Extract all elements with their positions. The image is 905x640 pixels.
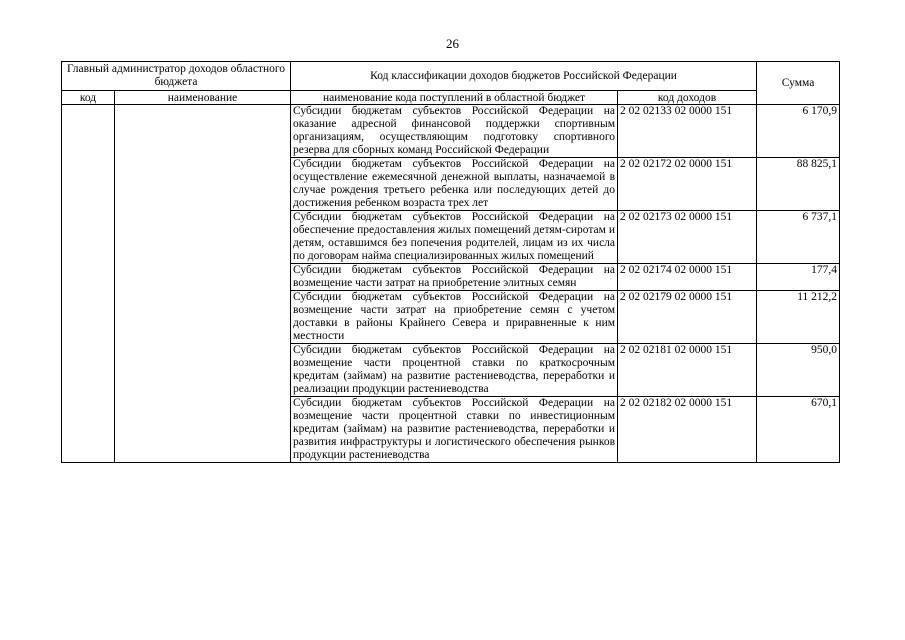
amount-cell: 670,1: [757, 397, 840, 463]
page-number: 26: [446, 36, 459, 51]
header-admin-group: Главный администратор доходов областного бюджета: [62, 62, 291, 91]
header-code: код: [62, 91, 115, 105]
receipt-name-cell: Субсидии бюджетам субъектов Российской Федерации на оказание адресной финансовой поддержки спортивным организациям, осуществляющим подготовку спортивного резерва для сборных команд Российской Федерации: [291, 105, 618, 158]
receipt-name-cell: Субсидии бюджетам субъектов Российской Федерации на возмещение части затрат на приобретение элитных семян: [291, 264, 618, 291]
amount-cell: 6 170,9: [757, 105, 840, 158]
income-code-cell: 2 02 02174 02 0000 151: [618, 264, 757, 291]
amount-cell: 6 737,1: [757, 211, 840, 264]
income-code-cell: 2 02 02133 02 0000 151: [618, 105, 757, 158]
header-income-code: код доходов: [618, 91, 757, 105]
receipt-name-cell: Субсидии бюджетам субъектов Российской Федерации на возмещение части процентной ставки по инвестиционным кредитам (займам) на развитие растениеводства, переработки и развития инфраструктуры и логистического обеспечения рынков продукции растениеводства: [291, 397, 618, 463]
income-code-cell: 2 02 02182 02 0000 151: [618, 397, 757, 463]
admin-code-cell: [62, 105, 115, 463]
header-classification-group: Код классификации доходов бюджетов Российской Федерации: [291, 62, 757, 91]
header-receipt-name: наименование кода поступлений в областной бюджет: [291, 91, 618, 105]
table-body: [62, 105, 840, 463]
income-code-cell: 2 02 02172 02 0000 151: [618, 158, 757, 211]
income-code-cell: 2 02 02181 02 0000 151: [618, 344, 757, 397]
header-amount: Сумма: [757, 62, 840, 105]
budget-revenue-table: [61, 61, 840, 463]
table-row: [62, 105, 840, 158]
receipt-name-cell: Субсидии бюджетам субъектов Российской Федерации на обеспечение предоставления жилых помещений детям-сиротам и детям, оставшимся без попечения родителей, лицам из их числа по договорам найма специализированных жилых помещений: [291, 211, 618, 264]
amount-cell: 950,0: [757, 344, 840, 397]
receipt-name-cell: Субсидии бюджетам субъектов Российской Федерации на возмещение части процентной ставки по краткосрочным кредитам (займам) на развитие растениеводства, переработки и реализации продукции растениеводства: [291, 344, 618, 397]
receipt-name-cell: Субсидии бюджетам субъектов Российской Федерации на осуществление ежемесячной денежной выплаты, назначаемой в случае рождения третьего ребенка или последующих детей до достижения ребенком возраста трех лет: [291, 158, 618, 211]
income-code-cell: 2 02 02179 02 0000 151: [618, 291, 757, 344]
admin-name-cell: [115, 105, 291, 463]
amount-cell: 177,4: [757, 264, 840, 291]
income-code-cell: 2 02 02173 02 0000 151: [618, 211, 757, 264]
receipt-name-cell: Субсидии бюджетам субъектов Российской Федерации на возмещение части затрат на приобретение семян с учетом доставки в районы Крайнего Севера и приравненные к ним местности: [291, 291, 618, 344]
amount-cell: 11 212,2: [757, 291, 840, 344]
amount-cell: 88 825,1: [757, 158, 840, 211]
header-name: наименование: [115, 91, 291, 105]
